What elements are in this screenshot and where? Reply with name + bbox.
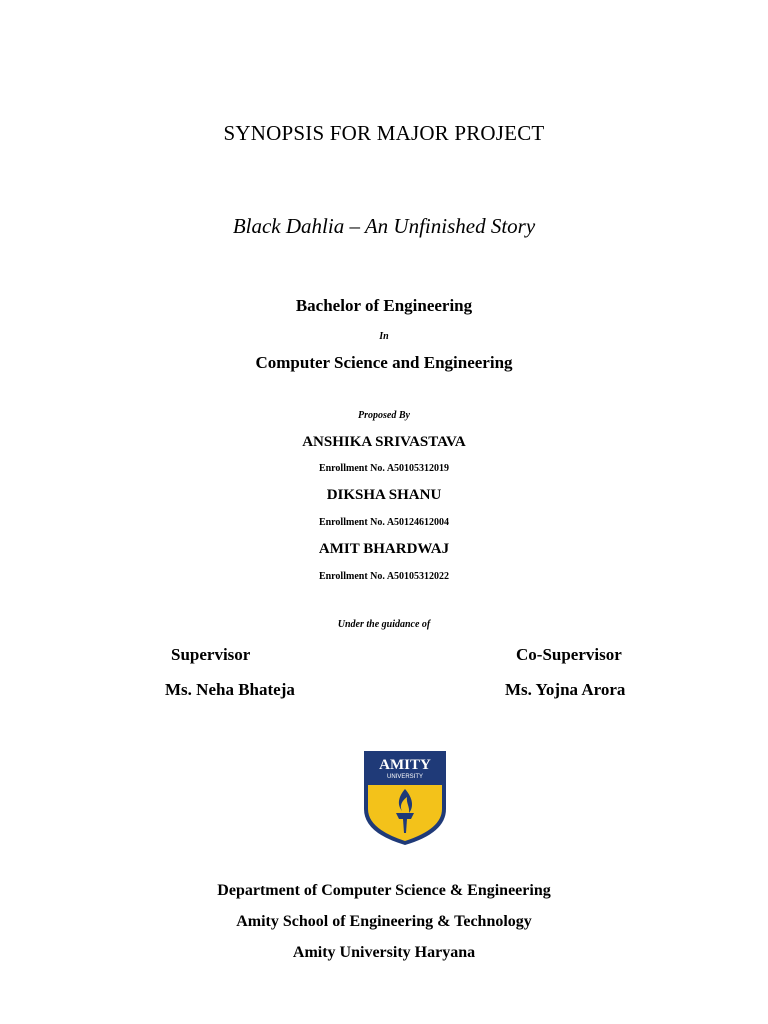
guidance-label: Under the guidance of <box>337 619 431 630</box>
co-supervisor-label: Co-Supervisor <box>516 645 622 664</box>
degree-name: Bachelor of Engineering <box>295 296 473 315</box>
logo-subtext: UNIVERSITY <box>386 774 424 780</box>
supervisor-label: Supervisor <box>171 645 251 664</box>
proposed-by-label: Proposed By <box>358 410 410 421</box>
student-name: AMIT BHARDWAJ <box>318 541 450 557</box>
student-name: DIKSHA SHANU <box>326 487 442 503</box>
university-name: Amity University Haryana <box>292 944 476 961</box>
logo-text: AMITY <box>379 757 431 773</box>
synopsis-title: SYNOPSIS FOR MAJOR PROJECT <box>223 121 545 145</box>
co-supervisor-name: Ms. Yojna Arora <box>505 680 626 699</box>
student-enrollment: Enrollment No. A50105312019 <box>318 463 450 474</box>
branch-name: Computer Science and Engineering <box>255 353 513 372</box>
student-name: ANSHIKA SRIVASTAVA <box>302 434 466 450</box>
student-enrollment: Enrollment No. A50105312022 <box>318 571 450 582</box>
project-title: Black Dahlia – An Unfinished Story <box>232 214 536 238</box>
student-enrollment: Enrollment No. A50124612004 <box>318 517 450 528</box>
department-name: Department of Computer Science & Engineering <box>217 882 551 899</box>
in-label: In <box>379 331 389 342</box>
amity-university-logo <box>362 749 448 847</box>
school-name: Amity School of Engineering & Technology <box>236 913 532 930</box>
supervisor-name: Ms. Neha Bhateja <box>165 680 295 699</box>
